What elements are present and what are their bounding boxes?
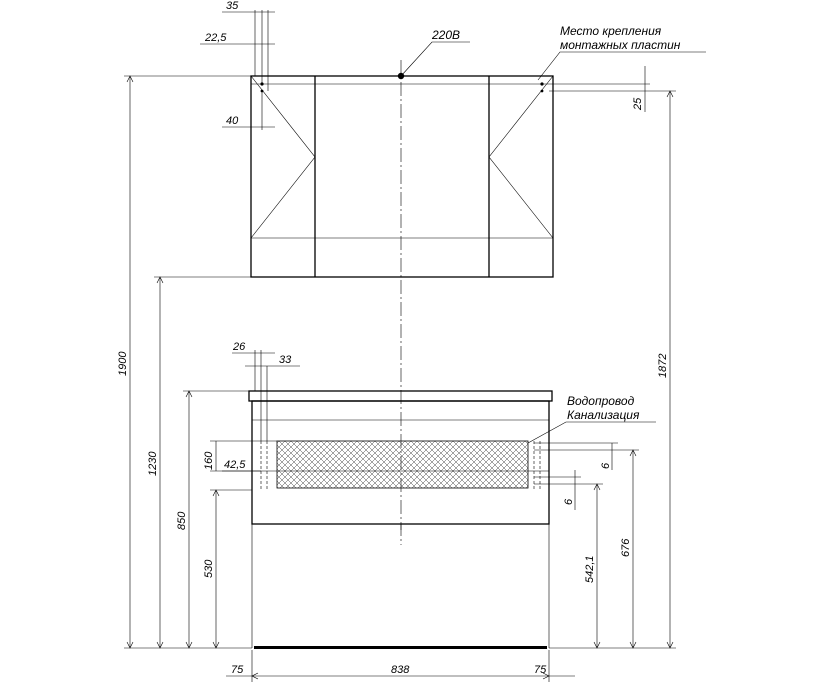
- dim-838: 838: [391, 664, 410, 676]
- mount-label-line1: Место крепления: [560, 24, 662, 38]
- dim-850: 850: [176, 511, 188, 530]
- mount-point-right: [540, 82, 543, 85]
- dim-33: 33: [279, 354, 292, 366]
- dim-22-5: 22,5: [205, 32, 227, 44]
- dim-25: 25: [632, 97, 644, 110]
- dim-6-top: 6: [600, 462, 612, 469]
- mount-label-line2: монтажных пластин: [560, 38, 681, 52]
- dim-1872: 1872: [657, 353, 669, 378]
- dim-1230: 1230: [147, 451, 159, 476]
- dim-160: 160: [203, 451, 215, 470]
- floor-base: [254, 646, 547, 649]
- dimension-text: [117, 0, 669, 676]
- dim-40: 40: [226, 115, 239, 127]
- dim-75-left: 75: [231, 664, 244, 676]
- dim-542-1: 542,1: [584, 555, 596, 583]
- utility-zone: [277, 441, 528, 488]
- dim-35: 35: [226, 0, 239, 12]
- dim-530: 530: [203, 559, 215, 578]
- power-label: 220В: [432, 28, 461, 42]
- dim-75-right: 75: [534, 664, 547, 676]
- mirror-cabinet: [251, 73, 553, 277]
- dim-1900: 1900: [117, 351, 129, 376]
- dimension-lines: [124, 10, 706, 682]
- dim-676: 676: [620, 538, 632, 557]
- dim-6-bottom: 6: [563, 498, 575, 505]
- dim-26: 26: [233, 341, 246, 353]
- dim-42-5: 42,5: [224, 459, 246, 471]
- water-label: Водопровод: [567, 394, 635, 408]
- vanity-unit: [249, 391, 552, 649]
- sewer-label: Канализация: [567, 408, 640, 422]
